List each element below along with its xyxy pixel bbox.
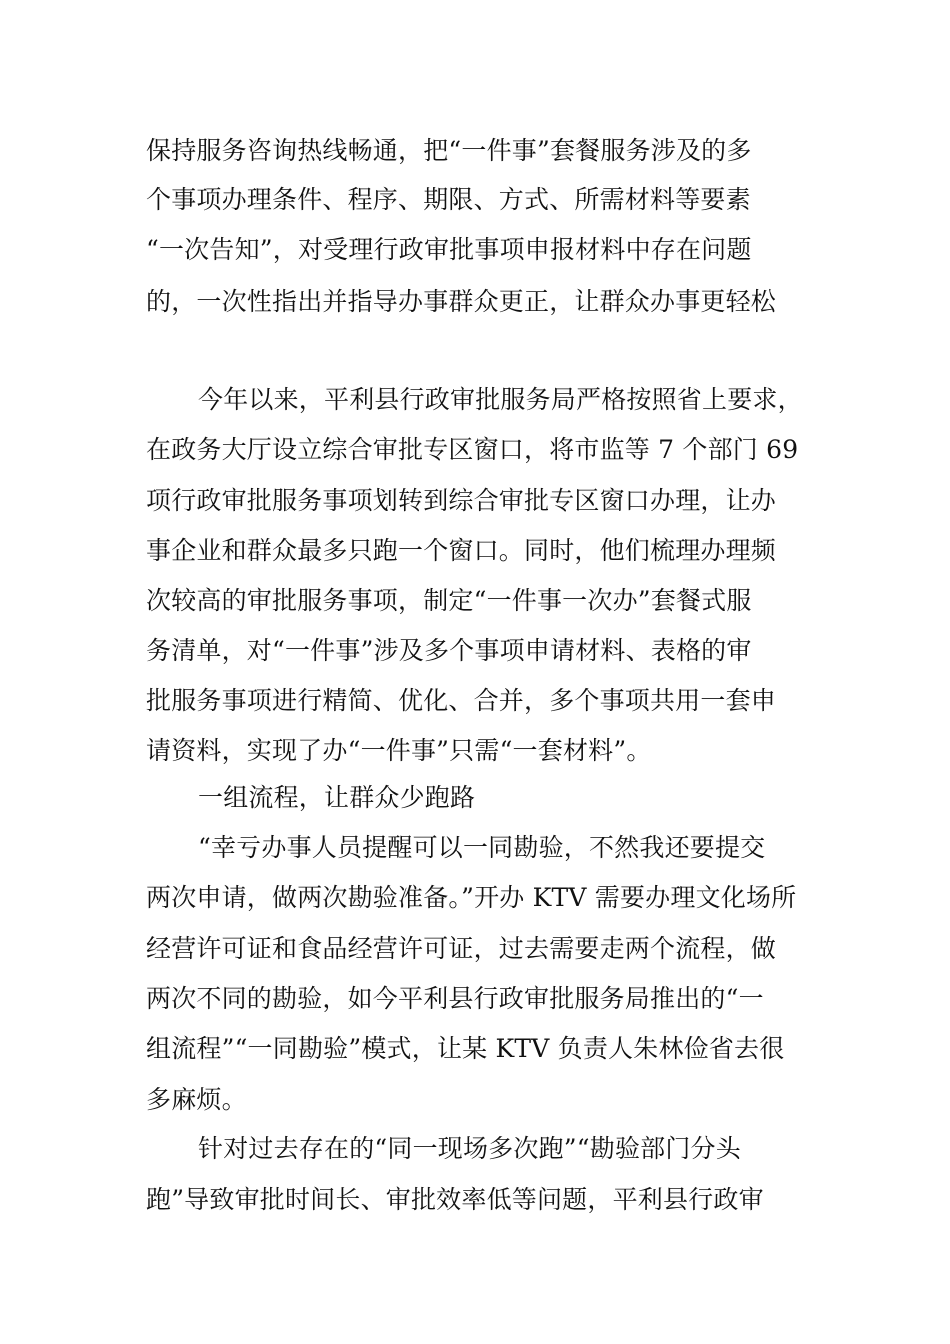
body-text-line: 组流程”“一同勘验”模式，让某 KTV 负责人朱林俭省去很 xyxy=(146,1034,785,1063)
body-text-line: 务清单，对“一件事”涉及多个事项申请材料、表格的审 xyxy=(146,636,752,665)
body-text-line: 次较高的审批服务事项，制定“一件事一次办”套餐式服 xyxy=(146,586,752,615)
body-text-line: 事企业和群众最多只跑一个窗口。同时，他们梳理办理频 xyxy=(146,536,777,565)
body-text-line: 个事项办理条件、程序、期限、方式、所需材料等要素 xyxy=(146,185,751,214)
body-text-line: “一次告知”，对受理行政审批事项申报材料中存在问题 xyxy=(146,235,752,264)
body-text-line: 保持服务咨询热线畅通，把“一件事”套餐服务涉及的多 xyxy=(146,136,752,165)
section-heading: 一组流程，让群众少跑路 xyxy=(198,783,476,812)
body-text-line: 的，一次性指出并指导办事群众更正，让群众办事更轻松 xyxy=(146,287,777,316)
body-text-line: 多麻烦。 xyxy=(146,1085,247,1114)
body-text-line: 批服务事项进行精简、优化、合并，多个事项共用一套申 xyxy=(146,686,777,715)
body-text-line: 两次不同的勘验，如今平利县行政审批服务局推出的“一 xyxy=(146,984,764,1013)
body-text-line: 经营许可证和食品经营许可证，过去需要走两个流程，做 xyxy=(146,934,777,963)
body-text-line: 请资料，实现了办“一件事”只需“一套材料”。 xyxy=(146,736,652,765)
paragraph-first-line: “幸亏办事人员提醒可以一同勘验，不然我还要提交 xyxy=(198,833,766,862)
body-text-line: 跑”导致审批时间长、审批效率低等问题，平利县行政审 xyxy=(146,1185,764,1214)
paragraph-first-line: 今年以来，平利县行政审批服务局严格按照省上要求， xyxy=(198,385,803,414)
paragraph-first-line: 针对过去存在的“同一现场多次跑”“勘验部门分头 xyxy=(198,1134,741,1163)
body-text-line: 两次申请，做两次勘验准备。”开办 KTV 需要办理文化场所 xyxy=(146,883,797,912)
body-text-line: 项行政审批服务事项划转到综合审批专区窗口办理，让办 xyxy=(146,486,777,515)
body-text-line: 在政务大厅设立综合审批专区窗口，将市监等 7 个部门 69 xyxy=(146,435,799,464)
